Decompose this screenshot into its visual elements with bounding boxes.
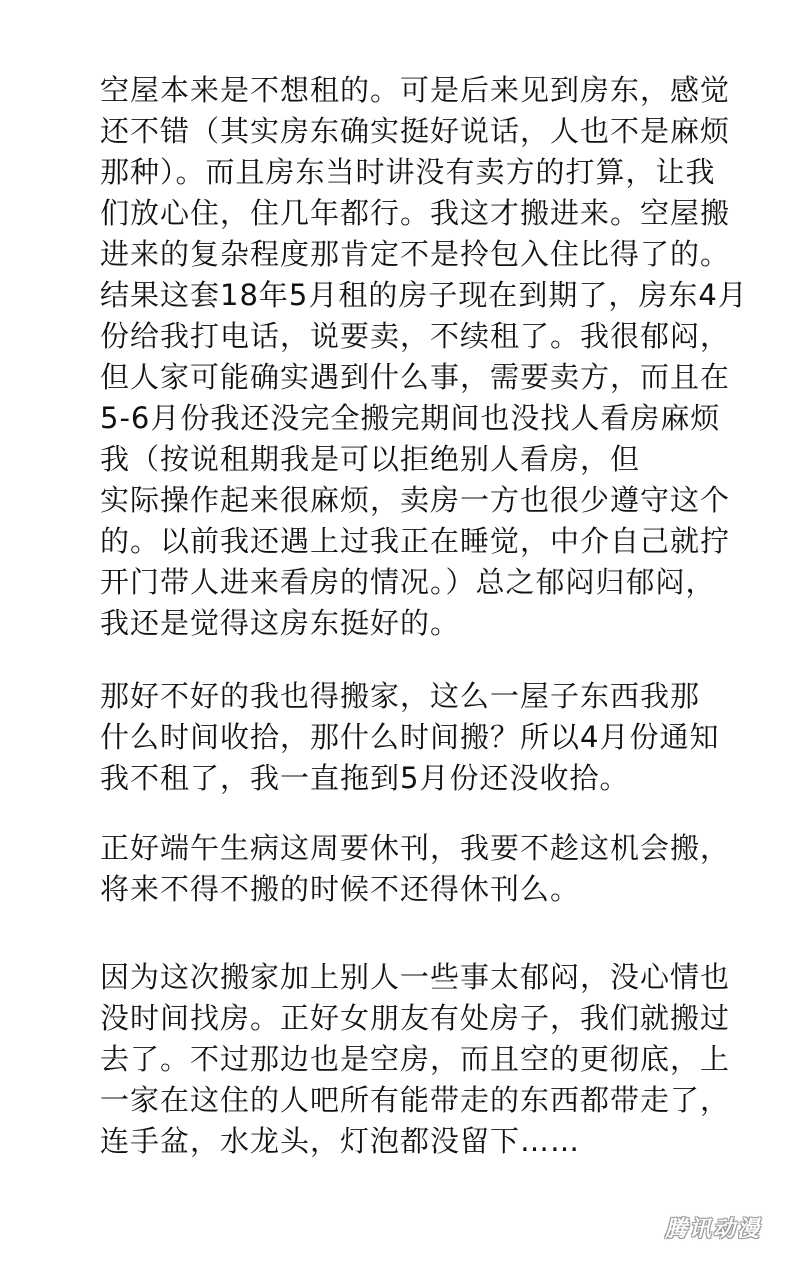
text-line: 那种）。而且房东当时讲没有卖方的打算，让我 xyxy=(100,155,716,189)
text-line: 因为这次搬家加上别人一些事太郁闷，没心情也 xyxy=(100,960,731,994)
text-line: 还不错（其实房东确实挺好说话，人也不是麻烦 xyxy=(100,114,731,148)
text-line: 我还是觉得这房东挺好的。 xyxy=(100,606,461,640)
text-line: 们放心住，住几年都行。我这才搬进来。空屋搬 xyxy=(100,196,731,230)
text-line: 什么时间收拾，那什么时间搬？所以4月份通知 xyxy=(100,720,720,754)
text-line: 但人家可能确实遇到什么事，需要卖方，而且在 xyxy=(100,360,731,394)
paragraph-3 xyxy=(100,828,740,910)
text-line: 结果这套18年5月租的房子现在到期了，房东4月 xyxy=(100,278,748,312)
text-line: 连手盆，水龙头，灯泡都没留下…… xyxy=(100,1124,581,1158)
paragraph-1 xyxy=(100,70,748,644)
paragraph-spacer xyxy=(100,910,740,957)
text-line: 进来的复杂程度那肯定不是拎包入住比得了的。 xyxy=(100,237,731,271)
text-line: 我（按说租期我是可以拒绝别人看房，但 xyxy=(100,442,641,476)
text-line: 将来不得不搬的时候不还得休刊么。 xyxy=(100,872,581,906)
watermark-logo xyxy=(654,1213,772,1241)
text-line: 份给我打电话，说要卖，不续租了。我很郁闷， xyxy=(100,319,731,353)
paragraph-4 xyxy=(100,957,740,1162)
article-body xyxy=(100,70,748,1162)
paragraph-2 xyxy=(100,676,740,799)
text-line: 去了。不过那边也是空房，而且空的更彻底，上 xyxy=(100,1042,731,1076)
text-line: 正好端午生病这周要休刊，我要不趁这机会搬， xyxy=(100,831,731,865)
text-line: 空屋本来是不想租的。可是后来见到房东，感觉 xyxy=(100,73,731,107)
text-line: 没时间找房。正好女朋友有处房子，我们就搬过 xyxy=(100,1001,731,1035)
text-line: 的。以前我还遇上过我正在睡觉，中介自己就拧 xyxy=(100,524,731,558)
text-line: 一家在这住的人吧所有能带走的东西都带走了， xyxy=(100,1083,731,1117)
text-line: 实际操作起来很麻烦，卖房一方也很少遵守这个 xyxy=(100,483,731,517)
watermark-text: 腾讯动漫 xyxy=(664,1216,761,1242)
text-line: 那好不好的我也得搬家，这么一屋子东西我那 xyxy=(100,679,701,713)
text-line: 5-6月份我还没完全搬完期间也没找人看房麻烦 xyxy=(100,401,721,435)
text-line: 我不租了，我一直拖到5月份还没收拾。 xyxy=(100,761,630,795)
paragraph-spacer xyxy=(100,799,740,828)
paragraph-spacer xyxy=(100,644,740,676)
text-line: 开门带人进来看房的情况。）总之郁闷归郁闷， xyxy=(100,565,716,599)
